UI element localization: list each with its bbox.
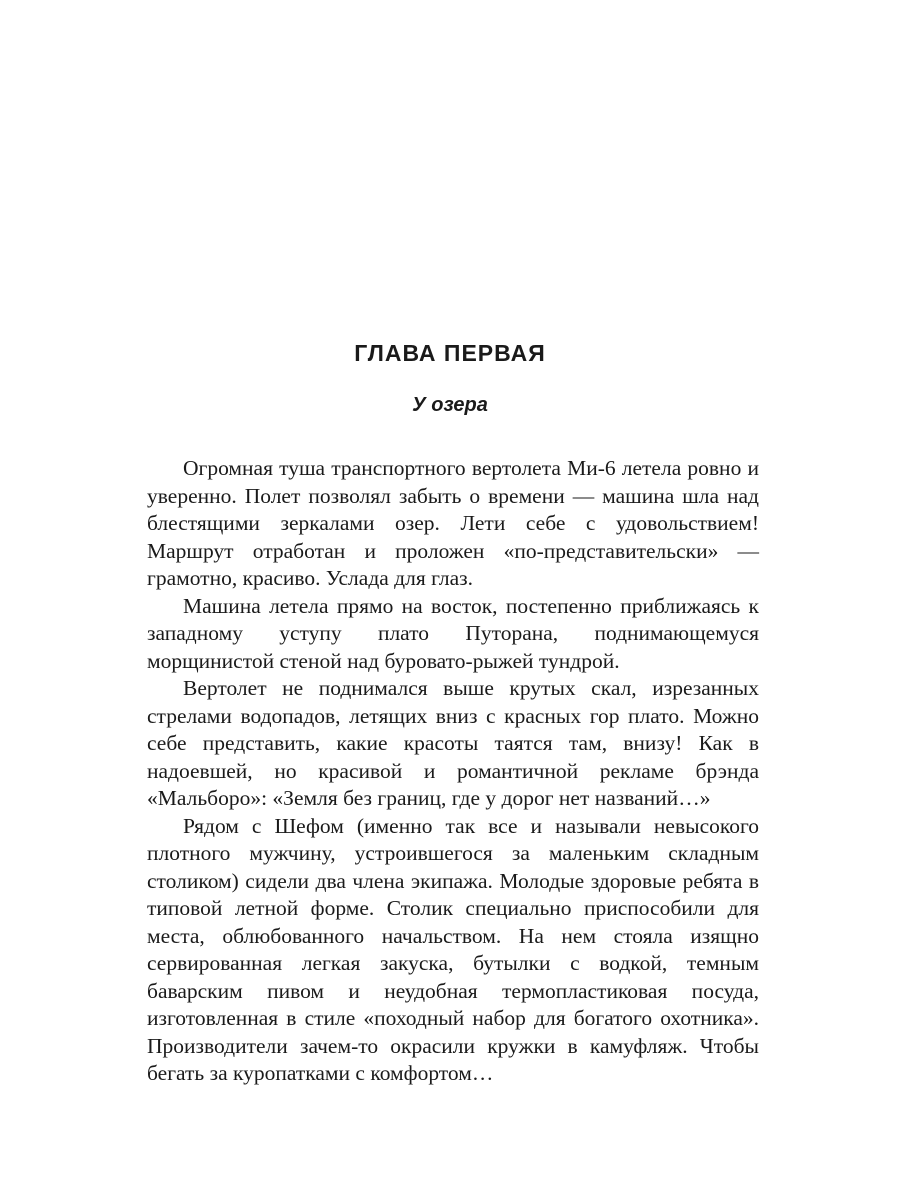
paragraph: Машина летела прямо на восток, постепенно приближаясь к западному уступу плато Путорана, поднимающемуся морщинистой стеной над буровато-рыжей тундрой. — [147, 593, 759, 673]
paragraph: Рядом с Шефом (именно так все и называли невысокого плотного мужчину, устроившегося за маленьким складным столиком) сидели два члена экипажа. Молодые здоровые ребята в типовой летной форме. Столик специально приспособили для места, облюбованного начальством. На нем стояла изящно сервированная легкая закуска, бутылки с водкой, темным баварским пивом и неудобная термопластиковая посуда, изготовленная в стиле «походный набор для богатого охотника». Производители зачем-то окрасили кружки в камуфляж. Чтобы бегать за куропатками с комфортом… — [147, 813, 759, 1085]
chapter-subtitle: У озера — [412, 394, 488, 416]
paragraph: Вертолет не поднимался выше крутых скал, изрезанных стрелами водопадов, летящих вниз с красных гор плато. Можно себе представить, какие красоты таятся там, внизу! Как в надоевшей, но красивой и романтичной рекламе брэнда «Мальборо»: «Земля без границ, где у дорог нет названий…» — [147, 676, 759, 810]
chapter-title: ГЛАВА ПЕРВАЯ — [354, 340, 546, 366]
body-text — [147, 455, 759, 1088]
paragraph: Огромная туша транспортного вертолета Ми-6 летела ровно и уверенно. Полет позволял забыть о времени — машина шла над блестящими зеркалами озер. Лети себе с удовольствием! Маршрут отработан и проложен «по-представительски» — грамотно, красиво. Услада для глаз. — [147, 456, 759, 590]
